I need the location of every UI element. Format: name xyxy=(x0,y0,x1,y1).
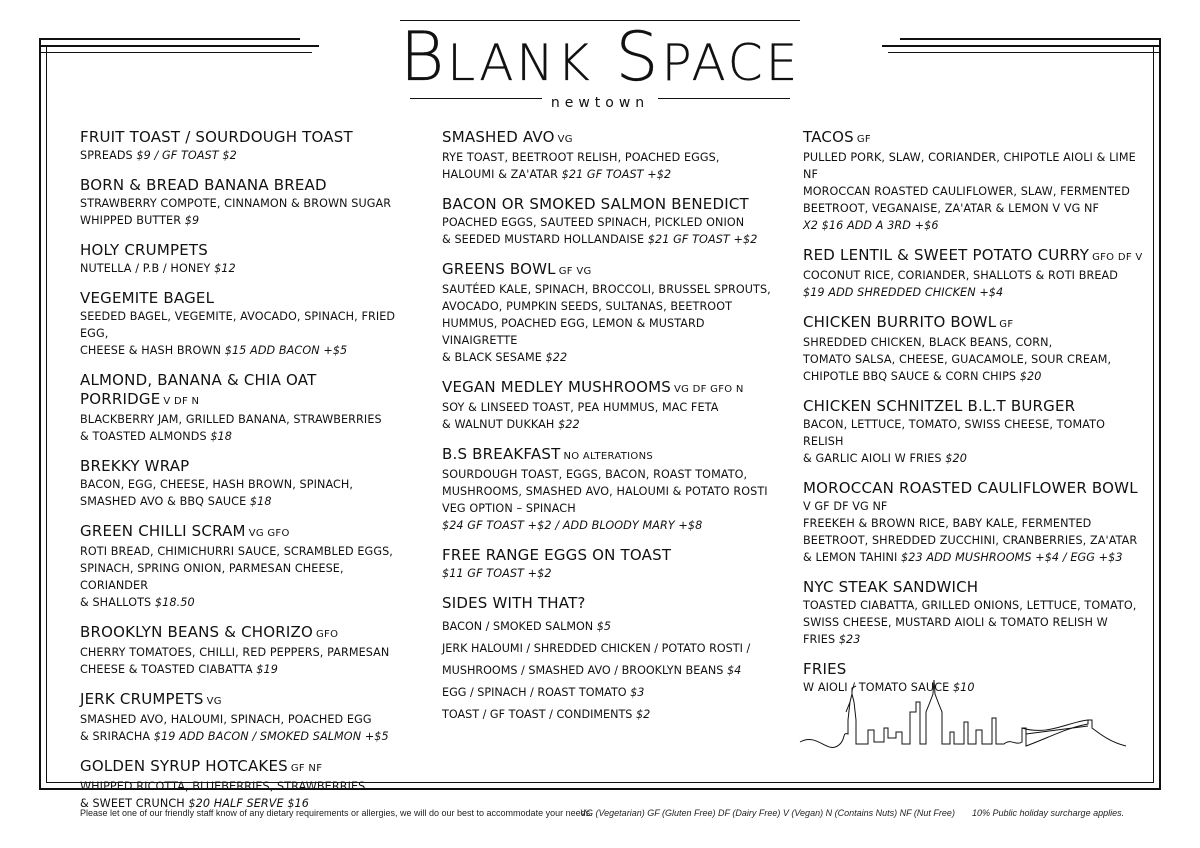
surcharge-note: 10% Public holiday surcharge applies. xyxy=(972,808,1125,818)
item-price: $11 GF TOAST +$2 xyxy=(442,567,552,580)
description-text: WHIPPED BUTTER xyxy=(80,214,185,227)
menu-item-title xyxy=(803,479,1143,498)
description-text: W AIOLI / TOMATO SAUCE xyxy=(803,681,953,694)
menu-item-title xyxy=(803,246,1143,267)
description-text: & TOASTED ALMONDS xyxy=(80,430,211,443)
dietary-tags: VG xyxy=(206,696,222,707)
menu-item-smashed-avo xyxy=(442,128,782,183)
description-text: FREEKEH & BROWN RICE, BABY KALE, FERMENTED xyxy=(803,517,1092,530)
menu-item-description xyxy=(803,200,1143,217)
menu-header xyxy=(370,16,830,111)
menu-item-description xyxy=(80,644,400,661)
description-text: V GF DF VG NF xyxy=(803,500,888,513)
menu-column-1 xyxy=(80,128,400,824)
description-text: & WALNUT DUKKAH xyxy=(442,418,559,431)
item-price: $19 ADD SHREDDED CHICKEN +$4 xyxy=(803,286,1004,299)
description-text: SOURDOUGH TOAST, EGGS, BACON, ROAST TOMATO, xyxy=(442,468,748,481)
menu-item-description xyxy=(442,565,782,582)
menu-item-title xyxy=(80,457,400,476)
menu-item-almond-banana-chia-oat-porridge xyxy=(80,371,400,445)
menu-item-description xyxy=(80,342,400,359)
description-text: BACON, LETTUCE, TOMATO, SWISS CHEESE, TOMATO RELISH xyxy=(803,418,1105,448)
header-rule-top xyxy=(400,20,800,21)
menu-item-description xyxy=(80,428,400,445)
item-name: TACOS xyxy=(803,128,854,146)
menu-item-brekky-wrap xyxy=(80,457,400,510)
menu-item-description xyxy=(80,594,400,611)
menu-item-description xyxy=(80,778,400,795)
menu-item-description xyxy=(442,483,782,500)
menu-item-title xyxy=(442,546,782,565)
item-name: B.S BREAKFAST xyxy=(442,445,561,463)
description-text: CHIPOTLE BBQ SAUCE & CORN CHIPS xyxy=(803,370,1020,383)
menu-column-2 xyxy=(442,128,782,735)
item-name: ALMOND, BANANA & CHIA OAT PORRIDGE xyxy=(80,371,317,408)
menu-item-description xyxy=(80,661,400,678)
side-price: $2 xyxy=(635,708,651,721)
side-option xyxy=(442,662,782,679)
dietary-note: Please let one of our friendly staff know of any dietary requirements or allergies, we will do our best to accommodate your needs. xyxy=(80,808,593,818)
menu-item-description xyxy=(442,315,782,349)
menu-item-title xyxy=(803,313,1143,334)
description-text: MOROCCAN ROASTED CAULIFLOWER, SLAW, FERMENTED xyxy=(803,185,1130,198)
item-price: $12 xyxy=(214,262,236,275)
side-option-text: TOAST / GF TOAST / CONDIMENTS xyxy=(442,708,636,721)
item-price: $10 xyxy=(952,681,975,694)
item-name: MOROCCAN ROASTED CAULIFLOWER BOWL xyxy=(803,479,1138,497)
menu-item-title xyxy=(803,397,1143,416)
dietary-tags: GFO DF V xyxy=(1092,252,1143,263)
item-name: CHICKEN BURRITO BOWL xyxy=(803,313,997,331)
menu-item-description xyxy=(803,351,1143,368)
item-price: $20 xyxy=(1019,370,1042,383)
menu-item-description xyxy=(803,498,1143,515)
menu-item-title xyxy=(803,128,1143,149)
sides-list xyxy=(442,618,782,723)
sides-title: SIDES WITH THAT? xyxy=(442,594,586,612)
description-text: & BLACK SESAME xyxy=(442,351,546,364)
brand-letter: B xyxy=(399,18,448,97)
item-name: GOLDEN SYRUP HOTCAKES xyxy=(80,757,288,775)
deco-line-left-2 xyxy=(39,52,312,53)
menu-item-chicken-schnitzel-b-l-t-burger xyxy=(803,397,1143,467)
menu-item-title xyxy=(80,522,400,543)
sides-section xyxy=(442,594,782,723)
item-name: FRUIT TOAST / SOURDOUGH TOAST xyxy=(80,128,353,146)
side-price: $5 xyxy=(596,620,611,633)
menu-item-red-lentil-sweet-potato-curry xyxy=(803,246,1143,301)
menu-item-title xyxy=(80,623,400,644)
description-text: ROTI BREAD, CHIMICHURRI SAUCE, SCRAMBLED EGGS, xyxy=(80,545,393,558)
item-price: $18.50 xyxy=(154,596,195,609)
item-price: $23 ADD MUSHROOMS +$4 / EGG +$3 xyxy=(901,551,1123,564)
header-rule-right xyxy=(658,98,790,99)
description-text: WHIPPED RICOTTA, BLUEBERRIES, STRAWBERRIES xyxy=(80,780,366,793)
description-text: COCONUT RICE, CORIANDER, SHALLOTS & ROTI BREAD xyxy=(803,269,1118,282)
description-text: HUMMUS, POACHED EGG, LEMON & MUSTARD VINAIGRETTE xyxy=(442,317,705,347)
menu-item-title xyxy=(80,176,400,195)
menu-item-description xyxy=(442,416,782,433)
menu-item-description xyxy=(442,500,782,517)
item-name: RED LENTIL & SWEET POTATO CURRY xyxy=(803,246,1090,264)
deco-line-right xyxy=(882,45,1161,47)
menu-item-description xyxy=(80,543,400,560)
dietary-legend: VG (Vegetarian) GF (Gluten Free) DF (Dairy Free) V (Vegan) N (Contains Nuts) NF (Nut Free) xyxy=(580,808,955,818)
menu-item-description xyxy=(80,260,400,277)
item-price: X2 $16 ADD A 3RD +$6 xyxy=(803,219,939,232)
description-text: & LEMON TAHINI xyxy=(803,551,902,564)
menu-item-description xyxy=(80,195,400,212)
description-text: NUTELLA / P.B / HONEY xyxy=(80,262,215,275)
deco-line-left xyxy=(39,45,319,47)
menu-item-chicken-burrito-bowl xyxy=(803,313,1143,385)
menu-item-description xyxy=(803,284,1143,301)
menu-item-description xyxy=(803,334,1143,351)
dietary-tags: GF xyxy=(856,134,871,145)
dietary-tags: NO ALTERATIONS xyxy=(563,451,653,462)
menu-item-title xyxy=(80,241,400,260)
menu-item-title xyxy=(442,445,782,466)
item-name: FRIES xyxy=(803,660,847,678)
menu-item-title xyxy=(80,128,400,147)
menu-item-title xyxy=(442,260,782,281)
item-price: $9 xyxy=(184,214,200,227)
menu-item-title xyxy=(80,371,400,411)
dietary-tags: VG xyxy=(557,134,573,145)
item-price: $9 / GF TOAST $2 xyxy=(136,149,237,162)
menu-item-vegan-medley-mushrooms xyxy=(442,378,782,433)
item-name: CHICKEN SCHNITZEL B.L.T BURGER xyxy=(803,397,1076,415)
menu-item-description xyxy=(442,231,782,248)
menu-item-description xyxy=(442,517,782,534)
item-price: $19 ADD BACON / SMOKED SALMON +$5 xyxy=(153,730,389,743)
dietary-tags: GFO xyxy=(315,629,339,640)
description-text: POACHED EGGS, SAUTEED SPINACH, PICKLED ONION xyxy=(442,216,745,229)
menu-item-title xyxy=(442,378,782,399)
item-name: JERK CRUMPETS xyxy=(80,690,204,708)
side-option-text: EGG / SPINACH / ROAST TOMATO xyxy=(442,686,631,699)
brand-letters: PACE xyxy=(661,34,801,92)
description-text: & SHALLOTS xyxy=(80,596,155,609)
menu-item-description xyxy=(803,614,1143,648)
menu-item-description xyxy=(442,214,782,231)
menu-item-bacon-or-smoked-salmon-benedict xyxy=(442,195,782,248)
description-text: RYE TOAST, BEETROOT RELISH, POACHED EGGS, xyxy=(442,151,720,164)
menu-item-description xyxy=(80,147,400,164)
dietary-tags: GF xyxy=(999,319,1014,330)
menu-item-golden-syrup-hotcakes xyxy=(80,757,400,812)
menu-item-title xyxy=(80,289,400,308)
city-skyline-illustration xyxy=(798,672,1128,762)
item-name: BREKKY WRAP xyxy=(80,457,190,475)
side-price: $3 xyxy=(630,686,645,699)
dietary-tags: V DF N xyxy=(163,396,200,407)
menu-item-vegemite-bagel xyxy=(80,289,400,359)
description-text: TOMATO SALSA, CHEESE, GUACAMOLE, SOUR CREAM, xyxy=(803,353,1112,366)
description-text: CHEESE & TOASTED CIABATTA xyxy=(80,663,257,676)
item-name: SMASHED AVO xyxy=(442,128,555,146)
item-price: $19 xyxy=(256,663,278,676)
description-text: SMASHED AVO, HALOUMI, SPINACH, POACHED EGG xyxy=(80,713,372,726)
menu-item-b-s-breakfast xyxy=(442,445,782,534)
menu-item-tacos xyxy=(803,128,1143,234)
description-text: SHREDDED CHICKEN, BLACK BEANS, CORN, xyxy=(803,336,1053,349)
description-text: BEETROOT, SHREDDED ZUCCHINI, CRANBERRIES, ZA'ATAR xyxy=(803,534,1138,547)
menu-item-description xyxy=(442,349,782,366)
item-name: GREEN CHILLI SCRAM xyxy=(80,522,246,540)
item-name: HOLY CRUMPETS xyxy=(80,241,209,259)
menu-item-description xyxy=(803,149,1143,183)
item-name: GREENS BOWL xyxy=(442,260,556,278)
menu-item-nyc-steak-sandwich xyxy=(803,578,1143,648)
menu-item-free-range-eggs-on-toast xyxy=(442,546,782,582)
description-text: SMASHED AVO & BBQ SAUCE xyxy=(80,495,250,508)
description-text: SOY & LINSEED TOAST, PEA HUMMUS, MAC FETA xyxy=(442,401,719,414)
item-name: VEGAN MEDLEY MUSHROOMS xyxy=(442,378,671,396)
dietary-tags: VG DF GFO N xyxy=(673,384,744,395)
dietary-tags: VG GFO xyxy=(248,528,290,539)
menu-item-description xyxy=(803,416,1143,450)
description-text: BACON, EGG, CHEESE, HASH BROWN, SPINACH, xyxy=(80,478,354,491)
dietary-tags: GF NF xyxy=(290,763,323,774)
item-name: BACON OR SMOKED SALMON BENEDICT xyxy=(442,195,749,213)
menu-item-description xyxy=(803,549,1143,566)
item-name: BORN & BREAD BANANA BREAD xyxy=(80,176,327,194)
side-option-text: BACON / SMOKED SALMON xyxy=(442,620,597,633)
menu-item-description xyxy=(803,217,1143,234)
item-price: $22 xyxy=(545,351,568,364)
item-name: NYC STEAK SANDWICH xyxy=(803,578,979,596)
menu-item-description xyxy=(803,450,1143,467)
menu-item-description xyxy=(803,267,1143,284)
description-text: SPINACH, SPRING ONION, PARMESAN CHEESE, CORIANDER xyxy=(80,562,344,592)
side-option-text: JERK HALOUMI / SHREDDED CHICKEN / POTATO ROSTI / xyxy=(442,642,751,655)
menu-item-description xyxy=(442,281,782,298)
description-text: AVOCADO, PUMPKIN SEEDS, SULTANAS, BEETROOT xyxy=(442,300,733,313)
menu-item-title xyxy=(80,757,400,778)
menu-item-description xyxy=(803,532,1143,549)
side-price: $4 xyxy=(726,664,742,677)
menu-item-born-bread-banana-bread xyxy=(80,176,400,229)
item-price: $24 GF TOAST +$2 / ADD BLOODY MARY +$8 xyxy=(442,519,703,532)
description-text: & GARLIC AIOLI W FRIES xyxy=(803,452,946,465)
item-price: $18 xyxy=(249,495,272,508)
menu-item-description xyxy=(442,466,782,483)
item-price: $22 xyxy=(558,418,580,431)
item-price: $21 GF TOAST +$2 xyxy=(561,168,672,181)
menu-column-3 xyxy=(803,128,1143,708)
description-text: SAUTÉED KALE, SPINACH, BROCCOLI, BRUSSEL SPROUTS, xyxy=(442,283,771,296)
menu-item-holy-crumpets xyxy=(80,241,400,277)
description-text: & SRIRACHA xyxy=(80,730,154,743)
menu-item-brooklyn-beans-chorizo xyxy=(80,623,400,678)
menu-item-description xyxy=(80,476,400,493)
menu-item-title xyxy=(442,128,782,149)
description-text: SEEDED BAGEL, VEGEMITE, AVOCADO, SPINACH, FRIED EGG, xyxy=(80,310,396,340)
item-price: $20 HALF SERVE $16 xyxy=(188,797,309,810)
description-text: BEETROOT, VEGANAISE, ZA'ATAR & LEMON V VG NF xyxy=(803,202,1100,215)
item-name: VEGEMITE BAGEL xyxy=(80,289,215,307)
description-text: SWISS CHEESE, MUSTARD AIOLI & TOMATO RELISH W FRIES xyxy=(803,616,1108,646)
menu-item-jerk-crumpets xyxy=(80,690,400,745)
menu-item-description xyxy=(80,212,400,229)
item-price: $18 xyxy=(210,430,232,443)
item-name: BROOKLYN BEANS & CHORIZO xyxy=(80,623,313,641)
brand-letters: LANK xyxy=(447,34,593,92)
menu-item-description xyxy=(803,368,1143,385)
menu-item-description xyxy=(442,399,782,416)
menu-item-description xyxy=(80,560,400,594)
description-text: CHEESE & HASH BROWN xyxy=(80,344,225,357)
description-text: STRAWBERRY COMPOTE, CINNAMON & BROWN SUGAR xyxy=(80,197,392,210)
brand-letter: S xyxy=(615,18,662,97)
side-option xyxy=(442,684,782,701)
item-name: FREE RANGE EGGS ON TOAST xyxy=(442,546,672,564)
column-2-items xyxy=(442,128,782,582)
menu-item-description xyxy=(442,149,782,166)
menu-item-green-chilli-scram xyxy=(80,522,400,611)
description-text: TOASTED CIABATTA, GRILLED ONIONS, LETTUCE, TOMATO, xyxy=(803,599,1137,612)
menu-item-description xyxy=(803,597,1143,614)
menu-item-greens-bowl xyxy=(442,260,782,366)
description-text: VEG OPTION – SPINACH xyxy=(442,502,576,515)
menu-item-description xyxy=(442,298,782,315)
menu-item-title xyxy=(442,195,782,214)
side-option-text: MUSHROOMS / SMASHED AVO / BROOKLYN BEANS xyxy=(442,664,727,677)
menu-item-description xyxy=(80,493,400,510)
brand-logo xyxy=(370,16,830,97)
item-price: $15 ADD BACON +$5 xyxy=(224,344,348,357)
item-price: $21 GF TOAST +$2 xyxy=(647,233,758,246)
menu-item-fruit-toast-sourdough-toast xyxy=(80,128,400,164)
deco-line-right-2 xyxy=(888,52,1161,53)
side-option xyxy=(442,618,782,635)
menu-item-description xyxy=(80,411,400,428)
description-text: SPREADS xyxy=(80,149,137,162)
menu-item-description xyxy=(803,515,1143,532)
menu-item-description xyxy=(80,728,400,745)
menu-item-title xyxy=(80,690,400,711)
menu-item-description xyxy=(80,711,400,728)
description-text: & SWEET CRUNCH xyxy=(80,797,189,810)
menu-item-moroccan-roasted-cauliflower-bowl xyxy=(803,479,1143,566)
description-text: HALOUMI & ZA'ATAR xyxy=(442,168,562,181)
menu-item-description xyxy=(803,183,1143,200)
menu-item-description xyxy=(80,308,400,342)
dietary-tags: GF VG xyxy=(558,266,592,277)
description-text: BLACKBERRY JAM, GRILLED BANANA, STRAWBERRIES xyxy=(80,413,382,426)
menu-item-title xyxy=(803,578,1143,597)
item-price: $23 xyxy=(838,633,861,646)
side-option xyxy=(442,706,782,723)
menu-item-description xyxy=(442,166,782,183)
item-price: $20 xyxy=(945,452,967,465)
side-option xyxy=(442,640,782,657)
header-rule-left xyxy=(410,98,542,99)
description-text: PULLED PORK, SLAW, CORIANDER, CHIPOTLE AIOLI & LIME NF xyxy=(803,151,1136,181)
description-text: MUSHROOMS, SMASHED AVO, HALOUMI & POTATO ROSTI xyxy=(442,485,768,498)
brand-location: newtown xyxy=(550,95,650,111)
description-text: CHERRY TOMATOES, CHILLI, RED PEPPERS, PARMESAN xyxy=(80,646,390,659)
description-text: & SEEDED MUSTARD HOLLANDAISE xyxy=(442,233,648,246)
